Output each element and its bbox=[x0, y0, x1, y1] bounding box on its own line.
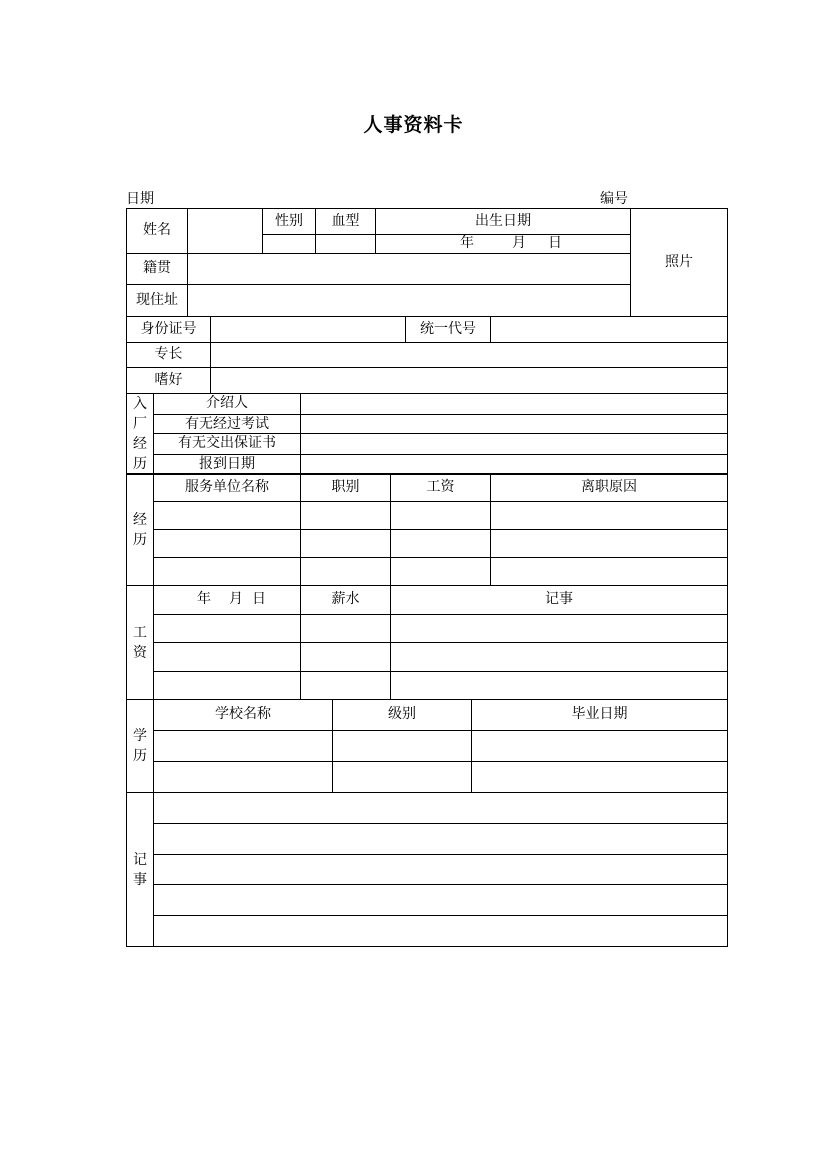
unified-code-field[interactable] bbox=[491, 317, 728, 343]
specialty-label: 专长 bbox=[127, 343, 211, 368]
table-row bbox=[127, 615, 728, 643]
name-field[interactable] bbox=[188, 209, 263, 254]
notes-table bbox=[126, 792, 728, 947]
notes-line[interactable] bbox=[154, 793, 728, 824]
employer-header: 服务单位名称 bbox=[154, 474, 301, 502]
blood-type-field[interactable] bbox=[316, 235, 376, 254]
id-number-field[interactable] bbox=[211, 317, 406, 343]
date-label: 日期 bbox=[126, 191, 154, 207]
salary-section-label: 工 资 bbox=[127, 586, 154, 700]
guarantee-label: 有无交出保证书 bbox=[154, 434, 301, 454]
basic-info-table bbox=[126, 208, 728, 317]
id-info-table bbox=[126, 316, 728, 394]
native-place-label: 籍贯 bbox=[127, 254, 188, 285]
notes-line[interactable] bbox=[154, 916, 728, 947]
introducer-field[interactable] bbox=[301, 394, 728, 415]
gender-field[interactable] bbox=[263, 235, 316, 254]
education-section-label: 学 历 bbox=[127, 700, 154, 793]
address-label: 现住址 bbox=[127, 285, 188, 317]
entry-section-label: 入 厂 经 历 bbox=[127, 394, 154, 475]
birth-date-label: 出生日期 bbox=[376, 209, 631, 235]
experience-table bbox=[126, 473, 728, 586]
salary-table bbox=[126, 585, 728, 700]
guarantee-field[interactable] bbox=[301, 434, 728, 454]
experience-section-label: 经 历 bbox=[127, 474, 154, 586]
graduation-date-header: 毕业日期 bbox=[472, 700, 728, 731]
gender-label: 性别 bbox=[263, 209, 316, 235]
hobby-label: 嗜好 bbox=[127, 368, 211, 394]
blood-type-label: 血型 bbox=[316, 209, 376, 235]
table-row bbox=[127, 762, 728, 793]
school-header: 学校名称 bbox=[154, 700, 333, 731]
native-place-field[interactable] bbox=[188, 254, 631, 285]
education-table bbox=[126, 699, 728, 793]
table-row bbox=[127, 558, 728, 586]
notes-line[interactable] bbox=[154, 885, 728, 916]
address-field[interactable] bbox=[188, 285, 631, 317]
salary-date-header: 年 月 日 bbox=[154, 586, 301, 615]
table-row bbox=[127, 530, 728, 558]
entry-history-table bbox=[126, 393, 728, 475]
exam-field[interactable] bbox=[301, 415, 728, 434]
year-label: 年 bbox=[460, 235, 474, 252]
specialty-field[interactable] bbox=[211, 343, 728, 368]
hobby-field[interactable] bbox=[211, 368, 728, 394]
note-header: 记事 bbox=[391, 586, 728, 615]
number-label: 编号 bbox=[600, 191, 628, 207]
position-header: 职别 bbox=[301, 474, 391, 502]
photo-box: 照片 bbox=[631, 209, 728, 317]
page-title: 人事资料卡 bbox=[363, 114, 464, 136]
day-label: 日 bbox=[548, 235, 562, 252]
table-row bbox=[127, 643, 728, 672]
table-row bbox=[127, 502, 728, 530]
birth-date-field[interactable] bbox=[376, 235, 631, 254]
id-number-label: 身份证号 bbox=[127, 317, 211, 343]
report-date-field[interactable] bbox=[301, 454, 728, 474]
exam-label: 有无经过考试 bbox=[154, 415, 301, 434]
leave-reason-header: 离职原因 bbox=[491, 474, 728, 502]
introducer-label: 介绍人 bbox=[154, 394, 301, 415]
notes-section-label: 记 事 bbox=[127, 793, 154, 947]
pay-header: 薪水 bbox=[301, 586, 391, 615]
wage-header: 工资 bbox=[391, 474, 491, 502]
name-label: 姓名 bbox=[127, 209, 188, 254]
month-label: 月 bbox=[512, 235, 526, 252]
level-header: 级别 bbox=[333, 700, 472, 731]
table-row bbox=[127, 731, 728, 762]
table-row bbox=[127, 672, 728, 700]
notes-line[interactable] bbox=[154, 855, 728, 885]
unified-code-label: 统一代号 bbox=[406, 317, 491, 343]
report-date-label: 报到日期 bbox=[154, 454, 301, 474]
notes-line[interactable] bbox=[154, 824, 728, 855]
